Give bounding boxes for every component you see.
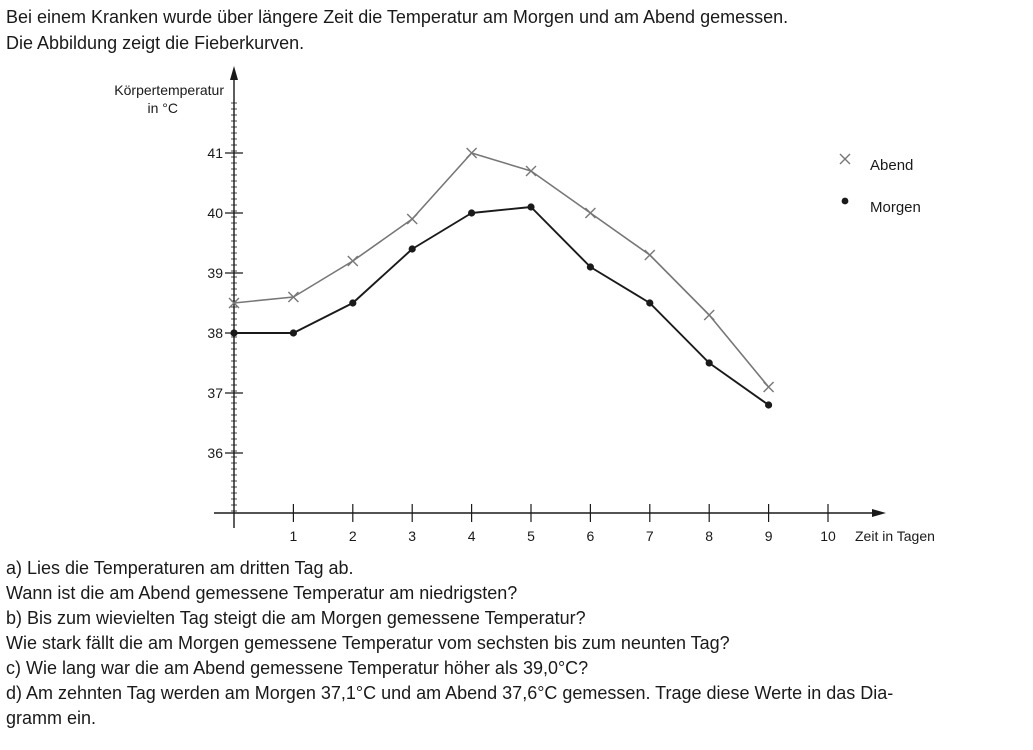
question-b-2: Wie stark fällt die am Morgen gemessene Temperatur vom sechsten bis zum neunten Tag? — [6, 633, 730, 653]
point-morgen — [706, 359, 713, 366]
x-axis-title: Zeit in Tagen — [855, 528, 935, 544]
series-line-abend — [234, 153, 769, 387]
series-line-morgen — [234, 207, 769, 405]
x-tick-label: 2 — [348, 528, 357, 544]
point-morgen — [527, 203, 534, 210]
y-tick-label: 41 — [207, 145, 223, 161]
y-tick-label: 36 — [207, 445, 223, 461]
questions — [6, 556, 1026, 731]
legend-abend-marker — [840, 154, 850, 164]
legend-morgen-label: Morgen — [870, 199, 921, 216]
series-markers — [229, 148, 774, 409]
legend-morgen-marker — [842, 198, 849, 205]
x-tick-label: 9 — [764, 528, 773, 544]
point-abend — [467, 148, 477, 158]
question-d-2: gramm ein. — [6, 708, 97, 728]
chart-axes — [207, 66, 886, 544]
x-tick-label: 10 — [820, 528, 836, 544]
point-abend — [704, 310, 714, 320]
y-tick-label: 38 — [207, 325, 223, 341]
legend-item-morgen — [842, 198, 921, 216]
point-morgen — [409, 245, 416, 252]
point-morgen — [468, 209, 475, 216]
point-morgen — [765, 401, 772, 408]
chart-legend — [840, 154, 921, 216]
point-abend — [526, 166, 536, 176]
series-lines — [234, 153, 769, 405]
point-morgen — [587, 263, 594, 270]
point-abend — [645, 250, 655, 260]
point-abend — [348, 256, 358, 266]
intro-line-1: Bei einem Kranken wurde über längere Zeit die Temperatur am Morgen und am Abend gemessen. — [6, 7, 789, 27]
x-tick-label: 6 — [586, 528, 595, 544]
x-tick-label: 5 — [527, 528, 535, 544]
x-tick-label: 1 — [289, 528, 298, 544]
point-morgen — [349, 299, 356, 306]
question-d-1: d) Am zehnten Tag werden am Morgen 37,1°C und am Abend 37,6°C gemessen. Trage diese Werte in das Dia- — [6, 683, 894, 703]
y-tick-label: 37 — [207, 385, 223, 401]
point-abend — [407, 214, 417, 224]
y-tick-label: 40 — [207, 205, 223, 221]
x-axis-arrow — [872, 509, 886, 517]
y-tick-label: 39 — [207, 265, 223, 281]
point-morgen — [290, 329, 297, 336]
question-a-1: a) Lies die Temperaturen am dritten Tag ab. — [6, 558, 354, 578]
intro-line-2: Die Abbildung zeigt die Fieberkurven. — [6, 33, 305, 53]
question-a-2: Wann ist die am Abend gemessene Temperatur am niedrigsten? — [6, 583, 518, 603]
point-morgen — [646, 299, 653, 306]
x-tick-label: 4 — [467, 528, 476, 544]
question-c-1: c) Wie lang war die am Abend gemessene Temperatur höher als 39,0°C? — [6, 658, 589, 678]
y-axis-title-line-2: in °C — [147, 100, 178, 116]
legend-item-abend — [840, 154, 913, 174]
x-tick-label: 3 — [408, 528, 417, 544]
legend-abend-label: Abend — [870, 157, 914, 174]
x-tick-label: 8 — [705, 528, 714, 544]
point-abend — [585, 208, 595, 218]
x-tick-label: 7 — [645, 528, 654, 544]
y-axis-arrow — [230, 66, 238, 80]
point-abend — [764, 382, 774, 392]
point-morgen — [230, 329, 237, 336]
y-axis-title-line-1: Körpertemperatur — [114, 82, 224, 98]
question-b-1: b) Bis zum wievielten Tag steigt die am Morgen gemessene Temperatur? — [6, 608, 586, 628]
